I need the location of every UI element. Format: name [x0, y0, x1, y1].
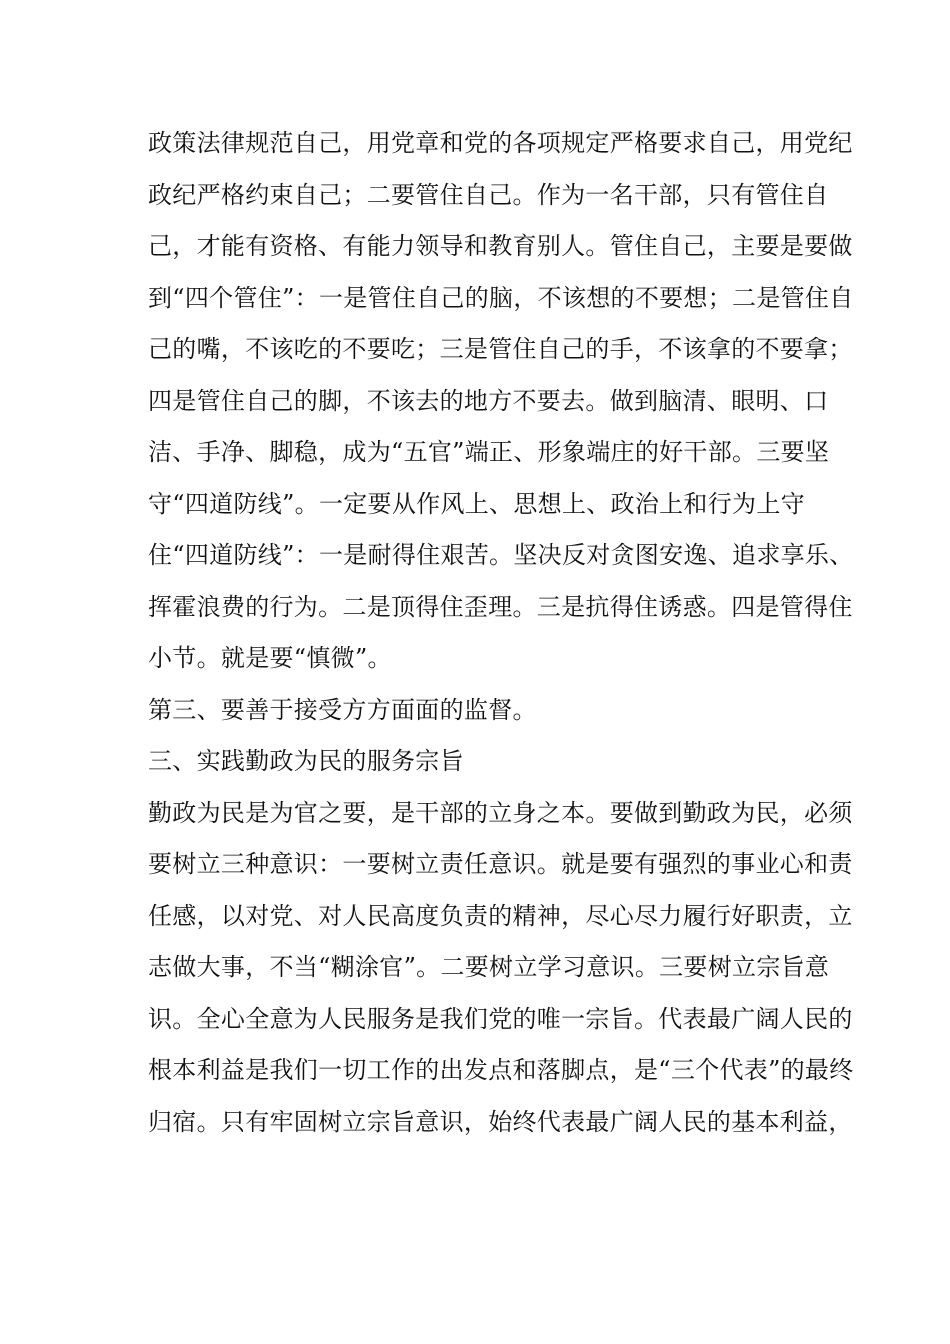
text-line: 政策法律规范自己，用党章和党的各项规定严格要求自己，用党纪	[148, 129, 853, 157]
body-text	[148, 118, 854, 1148]
text-line: 挥霍浪费的行为。二是顶得住歪理。三是抗得住诱惑。四是管得住	[148, 592, 853, 621]
text-line: 到“四个管住”：一是管住自己的脑，不该想的不要想；二是管住自	[148, 283, 854, 312]
text-line: 归宿。只有牢固树立宗旨意识，始终代表最广阔人民的基本利益，	[148, 1107, 853, 1136]
text-line: 己，才能有资格、有能力领导和教育别人。管住自己，主要是要做	[148, 232, 853, 260]
text-line: 勤政为民是为官之要，是干部的立身之本。要做到勤政为民，必须	[148, 798, 853, 827]
section-heading: 三、实践勤政为民的服务宗旨	[148, 747, 464, 775]
text-line: 要树立三种意识：一要树立责任意识。就是要有强烈的事业心和责	[148, 850, 853, 878]
text-line: 守“四道防线”。一定要从作风上、思想上、政治上和行为上守	[148, 489, 805, 518]
text-line: 政纪严格约束自己；二要管住自己。作为一名干部，只有管住自	[148, 180, 829, 209]
text-line: 四是管住自己的脚，不该去的地方不要去。做到脑清、眼明、口	[148, 386, 829, 415]
text-line: 洁、手净、脚稳，成为“五官”端正、形象端庄的好干部。三要坚	[148, 438, 830, 466]
text-line: 小节。就是要“慎微”。	[148, 644, 392, 672]
text-line: 任感，以对党、对人民高度负责的精神，尽心尽力履行好职责，立	[148, 901, 853, 930]
text-line: 己的嘴，不该吃的不要吃；三是管住自己的手，不该拿的不要拿；	[148, 335, 853, 363]
text-line: 志做大事，不当“糊涂官”。二要树立学习意识。三要树立宗旨意	[148, 953, 830, 981]
text-line: 识。全心全意为人民服务是我们党的唯一宗旨。代表最广阔人民的	[148, 1004, 853, 1033]
section-heading: 第三、要善于接受方方面面的监督。	[148, 695, 537, 724]
text-line: 根本利益是我们一切工作的出发点和落脚点，是“三个代表”的最终	[148, 1056, 854, 1084]
text-line: 住“四道防线”：一是耐得住艰苦。坚决反对贪图安逸、追求享乐、	[148, 541, 854, 569]
